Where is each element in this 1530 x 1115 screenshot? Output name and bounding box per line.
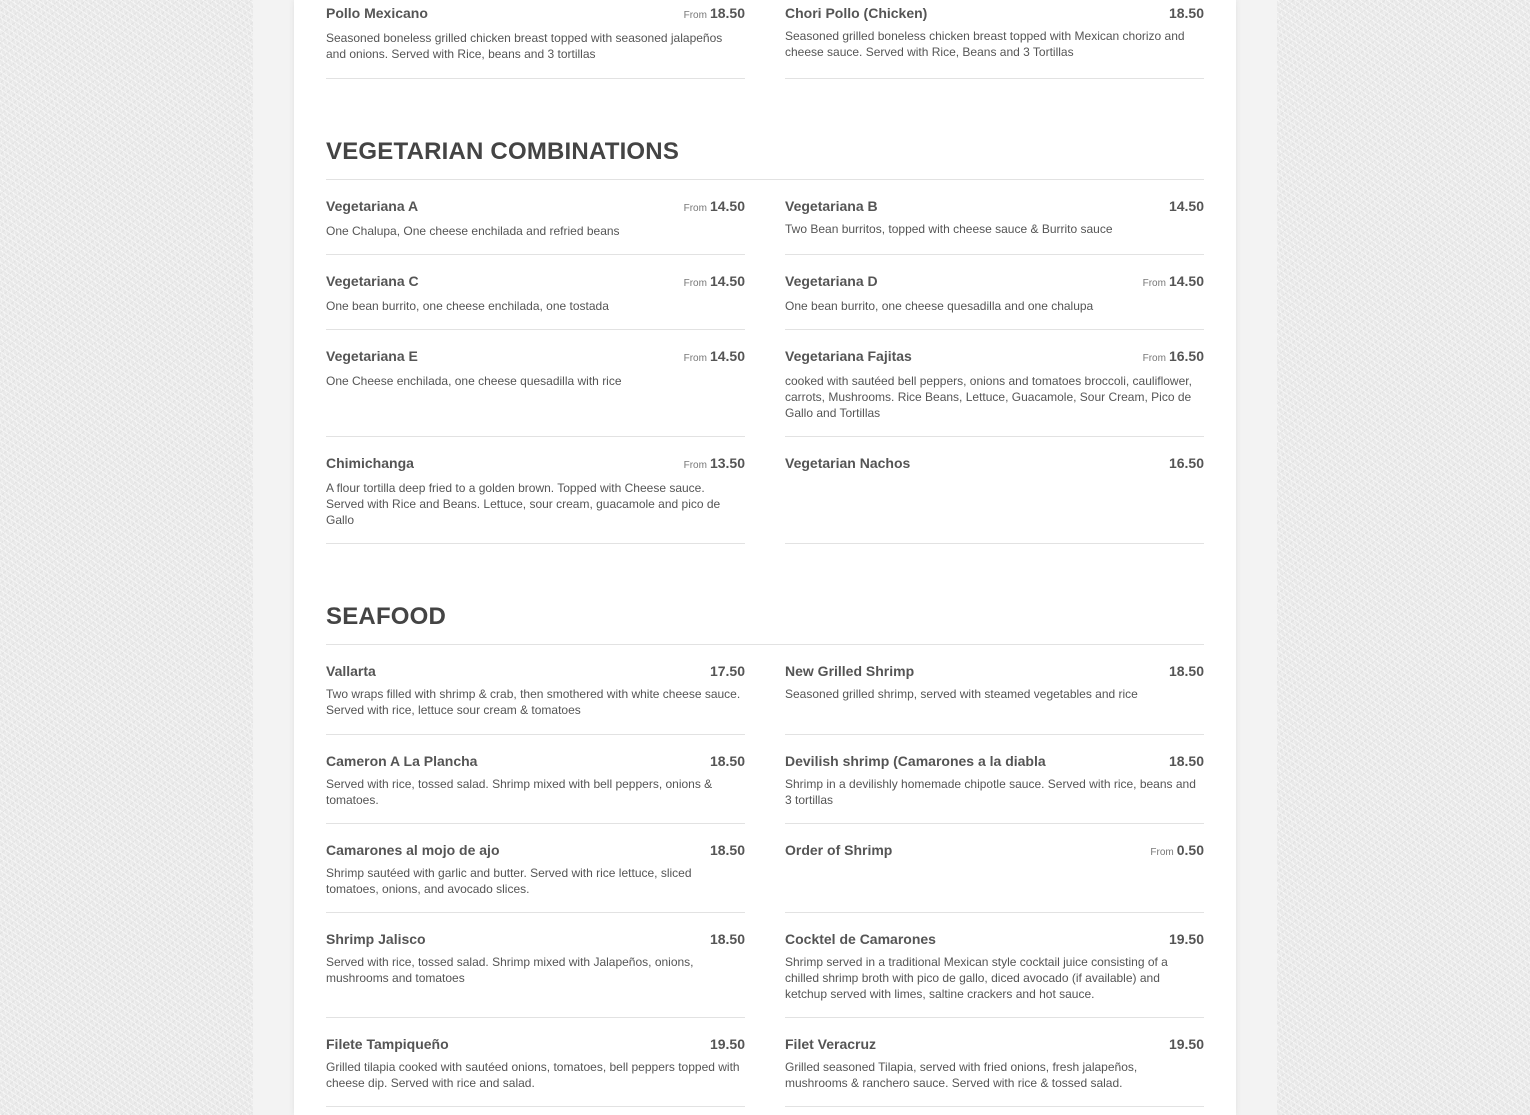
item-price: 0.50 (1176, 842, 1204, 858)
menu-item[interactable] (326, 255, 745, 330)
item-price: 19.50 (709, 1036, 745, 1052)
item-name: Vegetariana E (326, 348, 418, 364)
menu-item[interactable] (785, 5, 1204, 79)
item-description: Shrimp in a devilishly homemade chipotle sauce. Served with rice, beans and 3 tortillas (785, 777, 1196, 807)
item-price: 14.50 (1168, 198, 1204, 214)
menu-item[interactable] (785, 437, 1204, 544)
from-label: From (683, 278, 707, 289)
menu-item[interactable] (326, 913, 745, 1018)
menu-item[interactable] (326, 437, 745, 544)
item-description: Grilled tilapia cooked with sautéed onions, tomatoes, bell peppers topped with cheese dip. Served with rice and salad. (326, 1060, 740, 1090)
menu-item[interactable] (326, 663, 745, 735)
item-price: 16.50 (1168, 348, 1204, 364)
menu-item[interactable] (326, 330, 745, 437)
item-name: Vallarta (326, 663, 376, 679)
item-price: 13.50 (709, 455, 745, 471)
item-description: Two Bean burritos, topped with cheese sauce & Burrito sauce (785, 222, 1113, 236)
menu-item[interactable] (785, 735, 1204, 824)
item-price: 18.50 (1168, 5, 1204, 21)
menu-item[interactable] (785, 913, 1204, 1018)
menu-item[interactable] (326, 198, 745, 255)
item-description: One Chalupa, One cheese enchilada and refried beans (326, 224, 620, 238)
top-items-grid (326, 5, 1204, 79)
item-description: Grilled seasoned Tilapia, served with fried onions, fresh jalapeños, mushrooms & ranchero sauce. Served with rice & tossed salad. (785, 1060, 1138, 1090)
section-seafood (326, 603, 1204, 1107)
item-name: Vegetariana C (326, 273, 419, 289)
item-price: 18.50 (709, 931, 745, 947)
from-label: From (683, 460, 707, 471)
item-name: Vegetariana B (785, 198, 878, 214)
menu-item[interactable] (326, 824, 745, 913)
menu-item[interactable] (326, 5, 745, 79)
from-label: From (683, 203, 707, 214)
item-name: Vegetariana Fajitas (785, 348, 912, 364)
item-name: Filete Tampiqueño (326, 1036, 449, 1052)
item-description: cooked with sautéed bell peppers, onions and tomatoes broccoli, cauliflower, carrots, Mushrooms. Rice Beans, Lettuce, Guacamole, Sour Cream, Pico de Gallo and Tortillas (785, 374, 1192, 420)
menu-item[interactable] (785, 198, 1204, 255)
item-name: Chimichanga (326, 455, 414, 471)
item-name: Cameron A La Plancha (326, 753, 478, 769)
section-title: SEAFOOD (326, 603, 447, 630)
item-price: 14.50 (1168, 273, 1204, 289)
item-price: 18.50 (709, 842, 745, 858)
item-description: A flour tortilla deep fried to a golden brown. Topped with Cheese sauce. Served with Rice and Beans. Lettuce, sour cream, guacamole and pico de Gallo (326, 481, 721, 527)
item-price: 19.50 (1168, 931, 1204, 947)
item-name: New Grilled Shrimp (785, 663, 915, 679)
seafood-items-grid (326, 663, 1204, 1107)
item-price: 18.50 (1168, 753, 1204, 769)
item-description: Shrimp sautéed with garlic and butter. Served with rice lettuce, sliced tomatoes, onions, and avocado slices. (326, 866, 692, 896)
item-price: 19.50 (1168, 1036, 1204, 1052)
menu-item[interactable] (785, 1018, 1204, 1107)
menu-content (326, 0, 1204, 1107)
item-name: Camarones al mojo de ajo (326, 842, 500, 858)
item-description: Served with rice, tossed salad. Shrimp mixed with Jalapeños, onions, mushrooms and tomatoes (326, 955, 694, 985)
item-price: 18.50 (709, 5, 745, 21)
section-title: VEGETARIAN COMBINATIONS (326, 138, 680, 165)
menu-item[interactable] (785, 663, 1204, 735)
item-description: Two wraps filled with shrimp & crab, then smothered with white cheese sauce. Served with rice, lettuce sour cream & tomatoes (326, 687, 741, 717)
item-description: Served with rice, tossed salad. Shrimp mixed with bell peppers, onions & tomatoes. (326, 777, 713, 807)
item-name: Filet Veracruz (785, 1036, 877, 1052)
item-price: 14.50 (709, 198, 745, 214)
menu-item[interactable] (326, 735, 745, 824)
menu-item[interactable] (785, 255, 1204, 330)
item-name: Vegetarian Nachos (785, 455, 911, 471)
section-divider (326, 644, 1204, 645)
from-label: From (683, 353, 707, 364)
item-name: Chori Pollo (Chicken) (785, 5, 928, 21)
item-name: Vegetariana A (326, 198, 419, 214)
item-price: 17.50 (709, 663, 745, 679)
item-price: 18.50 (709, 753, 745, 769)
from-label: From (683, 10, 707, 21)
item-price: 16.50 (1168, 455, 1204, 471)
item-name: Devilish shrimp (Camarones a la diabla (785, 753, 1046, 769)
item-price: 14.50 (709, 273, 745, 289)
item-description: One Cheese enchilada, one cheese quesadilla with rice (326, 374, 622, 388)
vegetarian-items-grid (326, 198, 1204, 544)
from-label: From (1142, 353, 1166, 364)
item-price: 18.50 (1168, 663, 1204, 679)
from-label: From (1150, 847, 1174, 858)
item-description: Shrimp served in a traditional Mexican style cocktail juice consisting of a chilled shrimp broth with pico de gallo, diced avocado (if available) and ketchup served with limes, saltine crackers and hot sauce. (785, 955, 1168, 1001)
item-name: Order of Shrimp (785, 842, 893, 858)
item-name: Cocktel de Camarones (785, 931, 936, 947)
menu-panel (294, 0, 1236, 1115)
menu-item[interactable] (326, 1018, 745, 1107)
item-description: Seasoned grilled shrimp, served with steamed vegetables and rice (785, 687, 1138, 701)
item-description: Seasoned grilled boneless chicken breast topped with Mexican chorizo and cheese sauce. Served with Rice, Beans and 3 Tortillas (785, 29, 1185, 59)
item-name: Shrimp Jalisco (326, 931, 426, 947)
menu-item[interactable] (785, 824, 1204, 913)
section-divider (326, 179, 1204, 180)
item-name: Pollo Mexicano (326, 5, 428, 21)
item-description: One bean burrito, one cheese enchilada, one tostada (326, 299, 609, 313)
section-vegetarian (326, 138, 1204, 544)
menu-item[interactable] (785, 330, 1204, 437)
item-name: Vegetariana D (785, 273, 878, 289)
item-description: One bean burrito, one cheese quesadilla and one chalupa (785, 299, 1094, 313)
item-description: Seasoned boneless grilled chicken breast topped with seasoned jalapeños and onions. Served with Rice, beans and 3 tortillas (326, 31, 723, 61)
item-price: 14.50 (709, 348, 745, 364)
from-label: From (1142, 278, 1166, 289)
